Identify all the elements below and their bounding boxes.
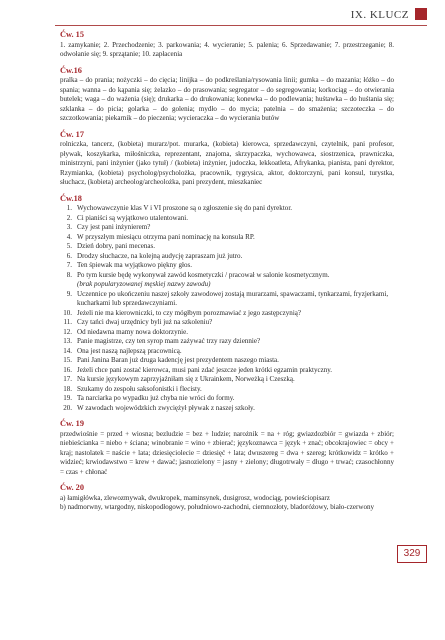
list-item: [60, 204, 394, 214]
chapter-title: IX. KLUCZ: [350, 9, 409, 21]
list-item-text: Ci pianiści są wyjątkowo utalentowani.: [77, 213, 188, 222]
list-item: [60, 309, 394, 319]
exercise-15: [60, 30, 394, 60]
list-item-text: Wychowawczynie klas V i VI proszone są o zgłoszenie się do pani dyrektor.: [77, 204, 293, 212]
exercise-19-title: Ćw. 19: [60, 419, 84, 428]
list-item-text: Drodzy słuchacze, na kolejną audycję zapraszam już jutro.: [77, 251, 243, 260]
list-item-text: Pani Janina Baran już druga kadencję jest prezydentem naszego miasta.: [77, 356, 279, 364]
list-item-number: 16.: [63, 365, 72, 374]
page-number: 329: [397, 545, 427, 563]
list-item-number: 4.: [66, 232, 72, 241]
list-item: [60, 328, 394, 338]
list-item-number: 7.: [66, 261, 72, 269]
list-item-text: Ta narciarka po wypadku już chyba nie wróci do formy.: [77, 394, 235, 402]
list-item-number: 15.: [63, 356, 72, 364]
exercise-20-answers-b: b) nadmorwny, wtargodny, niskopodłogowy, południowo-zachodni, ciemnozłoty, bladoróżowy, biało-czerwony: [60, 503, 375, 511]
exercise-17-answers: rolniczka, tancerz, (kobieta) murarz/pot. murarka, (kobieta) kierowca, sprzedawczyni, czytelnik, pani profesor, pływak, koszykarka, miłośniczka, reprezentant, znajoma, skrzypaczka, wychowawca, siostrzenica, prawniczka, ministrzyni, pani inżynier (jako tytuł) / (kobieta) inżynier, judoczka, lekkoatleta, Afrykanka, pianista, pani dyrektor, Rzymianka, (kobieta) psycholog/psycholożka, pracownik, tygrysica, aktor, doktorczyni, pani konsul, turystka, słuchacz, (kobieta) archeolog/archeolożka, pani prezydent, mieszkaniec: [60, 140, 394, 186]
list-item-text: Jeżeli nie ma kierowniczki, to czy mógłbym porozmawiać z jego zastępczynią?: [77, 308, 302, 317]
header-rule: [55, 25, 427, 26]
list-item-text: Czy jest pani inżynierem?: [77, 223, 151, 231]
list-item: [60, 366, 394, 376]
list-item-text: Na kursie językowym zaprzyjaźniłam się z Ukrainkem, Norweżką i Czeszką.: [77, 375, 295, 383]
list-item-number: 6.: [66, 251, 72, 260]
list-item: [60, 271, 394, 290]
list-item-number: 19.: [63, 394, 72, 402]
exercise-19-answers: przedwiośnie = przed + wiosna; bezludzie = bez + ludzie; narożnik = na + róg; gwiazdozbiór = gwiazda + zbiór; niebieścianka = niebo + ściana; winobranie = wino + zbierać; językoznawca = język + znać; obcokrajowiec = obcy + kraj; nastolatek = naście + lata; dziesięciolecie = dziesięć + lata; dwuszereg = dwa + szereg; krótkowidz = krótko + widzieć; krwiodawstwo = krew + dawać; jasnozielony = jasny + zielony; długotrwały = długo + trwać; czasochłonny = czas + chłonać: [60, 429, 394, 476]
exercise-20-title: Ćw. 20: [60, 483, 84, 492]
list-item-text: Dzień dobry, pani mecenas.: [77, 242, 156, 250]
list-item-number: 10.: [63, 308, 72, 317]
list-item: [60, 242, 394, 252]
exercise-15-answers: 1. zamykanie; 2. Przechodzenie; 3. parkowania; 4. wycieranie; 5. palenia; 6. Sprzedawanie; 7. przestrzeganie; 8. odwołanie się; 9. sprzątanie; 10. zapłacenia: [60, 40, 394, 58]
exercise-15-title: Ćw. 15: [60, 30, 84, 39]
list-item: [60, 318, 394, 328]
exercise-20-answers-a: a) łamigłówka, zlewozmywak, dwukropek, maminsynek, dusigrosz, wodociąg, powieściopisarz: [60, 493, 330, 502]
list-item: [60, 375, 394, 385]
exercise-20: [60, 483, 394, 513]
exercise-18-list: [60, 204, 394, 413]
header-square-marker: [415, 8, 427, 20]
list-item-number: 3.: [66, 223, 72, 231]
list-item: [60, 252, 394, 262]
list-item: [60, 214, 394, 224]
list-item: [60, 347, 394, 357]
list-item-note: (brak popularyzowanej męskiej nazwy zawodu): [77, 280, 211, 288]
list-item-number: 9.: [66, 289, 72, 298]
list-item: [60, 290, 394, 309]
list-item-text: Szukamy do zespołu saksofonistki i flecisty.: [77, 384, 202, 393]
list-item-text: W przyszłym miesiącu otrzyma pani nominację na konsula RP.: [77, 232, 255, 241]
exercise-16-title: Ćw.16: [60, 65, 82, 75]
list-item-text: Czy tańci dwaj urzędnicy byli już na szkoleniu?: [77, 318, 213, 326]
list-item-text: Uczennice po ukończeniu naszej szkoły zawodowej zostają murarzami, spawaczami, tynkarzami, fryzjerkami, kucharkami lub sprzedawczyniami.: [77, 289, 389, 307]
list-item-text: W zawodach wojewódzkich zwyciężył pływak z naszej szkoły.: [77, 403, 255, 412]
exercise-17-title: Ćw. 17: [60, 129, 84, 139]
list-item-number: 11.: [63, 318, 72, 326]
exercise-16-answers: pralka – do prania; nożyczki – do cięcia; linijka – do podkreślania/rysowania linii; gumka – do mazania; łóżko – do spania; wanna – do kąpania się; żelazko – do prasowania; segregator – do segregowania; korkociąg – do otwierania butelek; waga – do ważenia (się); drukarka – do drukowania; konewka – do podlewania; huśtawka – do huśtania się; szklanka – do picia; golarka – do golenia; mydło – do mycia; patelnia – do smażenia; szczoteczka – do szczotkowania; piekarnik – do pieczenia; wycieraczka – do wycierania butów: [60, 76, 394, 122]
exercise-16: [60, 66, 394, 124]
list-item-number: 13.: [63, 337, 72, 345]
list-item-number: 20.: [63, 403, 72, 412]
list-item-text: Panie magistrze, czy ten syrop mam zażywać trzy razy dziennie?: [77, 337, 261, 345]
list-item-text: Jeżeli chce pani zostać kierowca, musi pani zdać jeszcze jeden krótki egzamin praktyczny.: [77, 365, 333, 374]
list-item-text: Od niedawna mamy nowa doktorzynie.: [77, 327, 188, 336]
list-item-number: 2.: [66, 213, 72, 222]
list-item: [60, 233, 394, 243]
list-item: [60, 261, 394, 271]
exercise-19: [60, 419, 394, 477]
list-item: [60, 337, 394, 347]
list-item: [60, 356, 394, 366]
list-item: [60, 404, 394, 414]
list-item: [60, 394, 394, 404]
list-item-number: 12.: [63, 327, 72, 336]
list-item: [60, 385, 394, 395]
exercise-17: [60, 130, 394, 188]
list-item-number: 8.: [66, 270, 72, 279]
list-item-text: Ona jest naszą najlepszą pracownicą.: [77, 346, 182, 355]
list-item-number: 17.: [63, 375, 72, 383]
exercise-18-title: Ćw.18: [60, 193, 82, 203]
list-item-number: 18.: [63, 384, 72, 393]
exercise-18: [60, 194, 394, 414]
list-item-text: Po tym kursie będę wykonywał zawód kosmetyczki / pracował w salonie kosmetycznym.: [77, 270, 330, 279]
list-item-number: 1.: [66, 204, 72, 212]
list-item: [60, 223, 394, 233]
list-item-number: 5.: [66, 242, 72, 250]
list-item-number: 14.: [63, 346, 72, 355]
answer-key-content: [60, 30, 394, 513]
list-item-text: Ten śpiewak ma wyjątkowo piękny głos.: [77, 261, 192, 269]
